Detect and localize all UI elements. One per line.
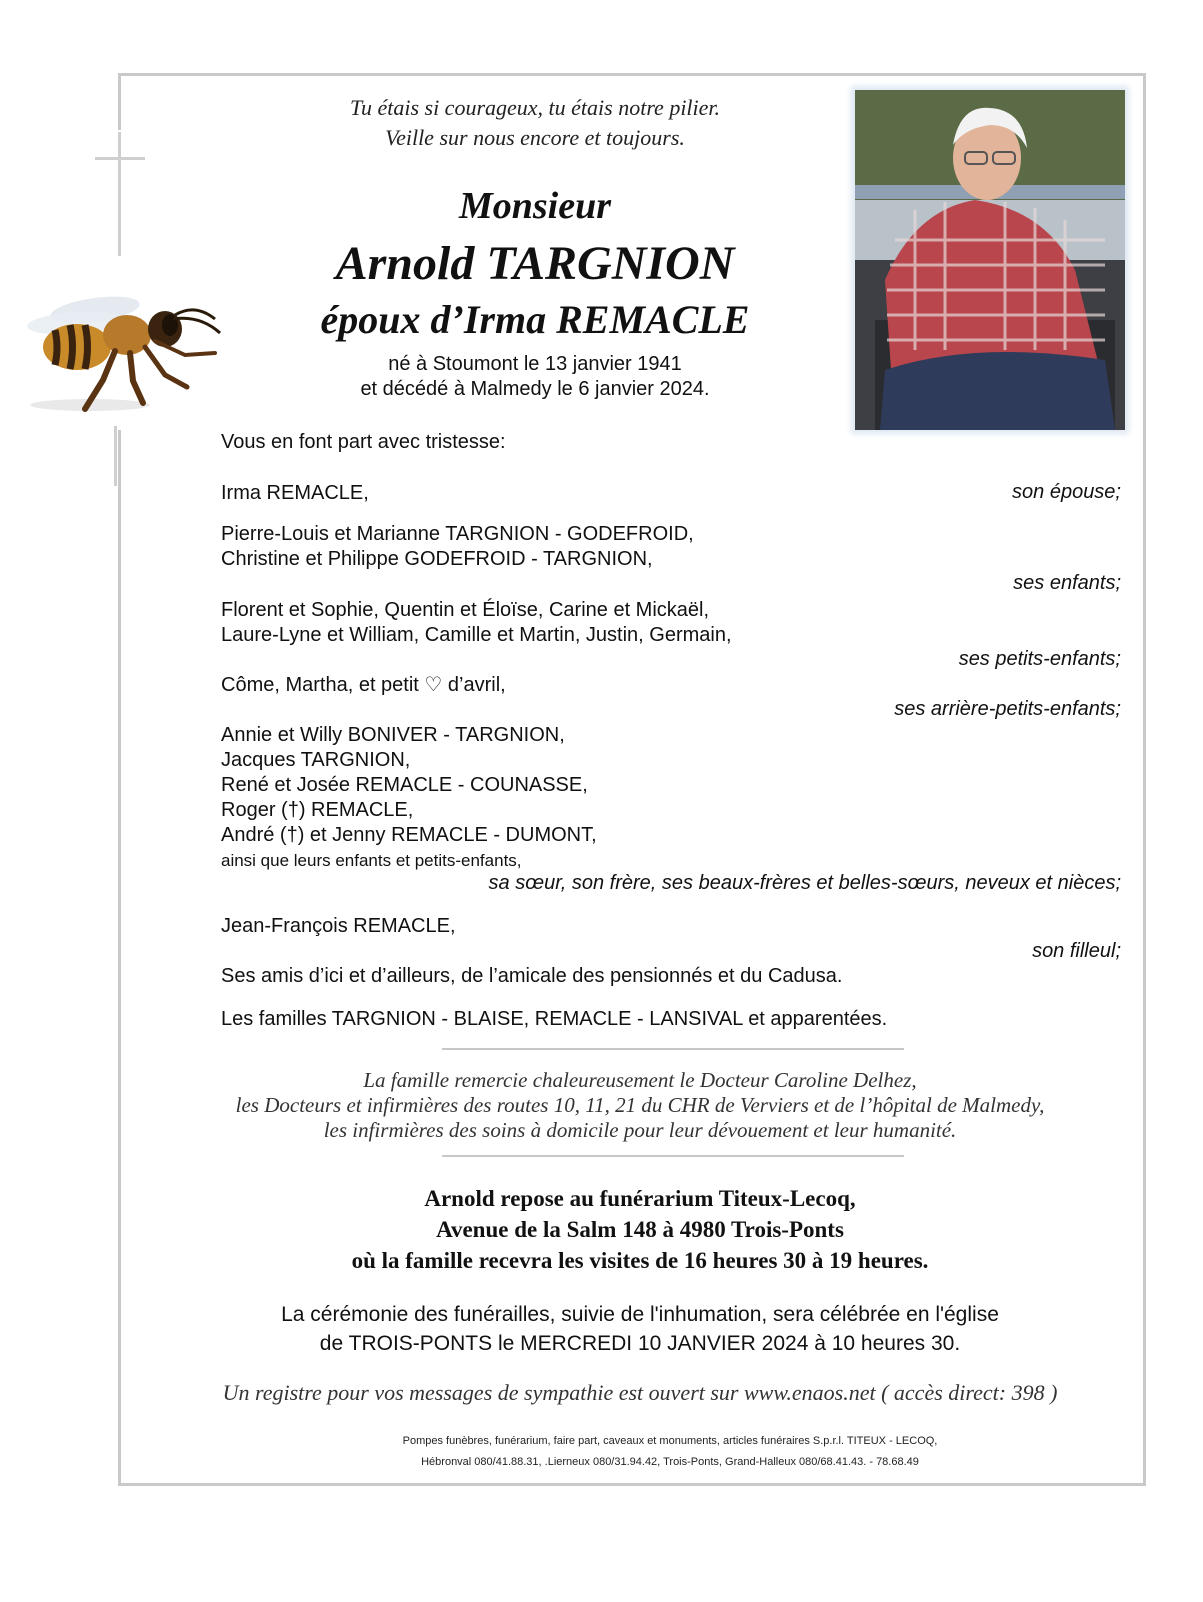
repose-line-2: Avenue de la Salm 148 à 4980 Trois-Ponts	[436, 1217, 844, 1242]
children-line-2: Christine et Philippe GODEFROID - TARGNION,	[221, 548, 653, 570]
grandchildren-line-1: Florent et Sophie, Quentin et Éloïse, Carine et Mickaël,	[221, 599, 710, 621]
quote-line-1: Tu étais si courageux, tu étais notre pilier.	[349, 95, 721, 120]
thanks	[200, 1068, 1080, 1143]
death-line: et décédé à Malmedy le 6 janvier 2024.	[360, 378, 710, 400]
repose-line-1: Arnold repose au funérarium Titeux-Lecoq,	[424, 1186, 856, 1211]
great-grandchildren: Côme, Martha, et petit ♡ d’avril,	[221, 674, 506, 696]
bee-icon	[15, 285, 225, 420]
children-line-1: Pierre-Louis et Marianne TARGNION - GODEFROID,	[221, 523, 694, 545]
spouse-name: Irma REMACLE,	[221, 482, 369, 504]
footer	[250, 1431, 1090, 1473]
cross-icon-vertical	[118, 132, 121, 256]
friends-line: Ses amis d’ici et d’ailleurs, de l’amicale des pensionnés et du Cadusa.	[221, 965, 843, 987]
siblings-line-4: Roger (†) REMACLE,	[221, 799, 414, 821]
great-grandchildren-role: ses arrière-petits-enfants;	[894, 698, 1121, 720]
godson-name: Jean-François REMACLE,	[221, 915, 456, 937]
grandchildren-line-2: Laure-Lyne et William, Camille et Martin, Justin, Germain,	[221, 624, 732, 646]
divider-bottom	[442, 1155, 904, 1157]
families-line: Les familles TARGNION - BLAISE, REMACLE - LANSIVAL et apparentées.	[221, 1008, 888, 1030]
birth-line: né à Stoumont le 13 janvier 1941	[388, 353, 682, 375]
deceased-name: Arnold TARGNION	[335, 237, 735, 290]
salutation: Monsieur	[458, 185, 612, 227]
birth-death	[300, 352, 770, 402]
footer-line-2: Hébronval 080/41.88.31, .Lierneux 080/31.94.42, Trois-Ponts, Grand-Halleux 080/68.41.43. - 78.68.49	[421, 1456, 919, 1468]
repose-line-3: où la famille recevra les visites de 16 heures 30 à 19 heures.	[351, 1248, 929, 1273]
siblings-line-1: Annie et Willy BONIVER - TARGNION,	[221, 724, 565, 746]
intro: Vous en font part avec tristesse:	[221, 431, 506, 453]
divider-top	[442, 1048, 904, 1050]
children-role: ses enfants;	[1013, 572, 1121, 594]
siblings-line-3: René et Josée REMACLE - COUNASSE,	[221, 774, 588, 796]
repose-info	[250, 1183, 1030, 1276]
portrait-photo	[855, 90, 1125, 430]
thanks-line-3: les infirmières des soins à domicile pour leur dévouement et leur humanité.	[323, 1118, 957, 1142]
siblings-line-5: André (†) et Jenny REMACLE - DUMONT,	[221, 824, 597, 846]
siblings-line-6: ainsi que leurs enfants et petits-enfants,	[221, 851, 522, 870]
cross-icon-horizontal	[95, 157, 145, 160]
siblings-role: sa sœur, son frère, ses beaux-frères et belles-sœurs, neveux et nièces;	[488, 872, 1121, 894]
ceremony-line-2: de TROIS-PONTS le MERCREDI 10 JANVIER 2024 à 10 heures 30.	[319, 1332, 961, 1355]
ceremony-info	[240, 1300, 1040, 1358]
quote-line-2: Veille sur nous encore et toujours.	[385, 125, 685, 150]
thanks-line-2: les Docteurs et infirmières des routes 10, 11, 21 du CHR de Verviers et de l’hôpital de Malmedy,	[235, 1093, 1045, 1117]
spouse-line: époux d’Irma REMACLE	[320, 297, 750, 342]
footer-line-1: Pompes funèbres, funérarium, faire part, caveaux et monuments, articles funéraires S.p.r.l. TITEUX - LECOQ,	[402, 1435, 938, 1447]
thanks-line-1: La famille remercie chaleureusement le Docteur Caroline Delhez,	[363, 1068, 917, 1092]
godson-role: son filleul;	[1032, 940, 1121, 962]
frame-left-edge	[114, 426, 117, 486]
ceremony-line-1: La cérémonie des funérailles, suivie de l'inhumation, sera célébrée en l'église	[281, 1303, 999, 1326]
grandchildren-role: ses petits-enfants;	[958, 648, 1121, 670]
siblings-line-2: Jacques TARGNION,	[221, 749, 411, 771]
quote	[300, 93, 770, 153]
spouse-role: son épouse;	[1012, 481, 1121, 503]
register-note: Un registre pour vos messages de sympathie est ouvert sur www.enaos.net ( accès direct: 398 )	[222, 1380, 1058, 1405]
